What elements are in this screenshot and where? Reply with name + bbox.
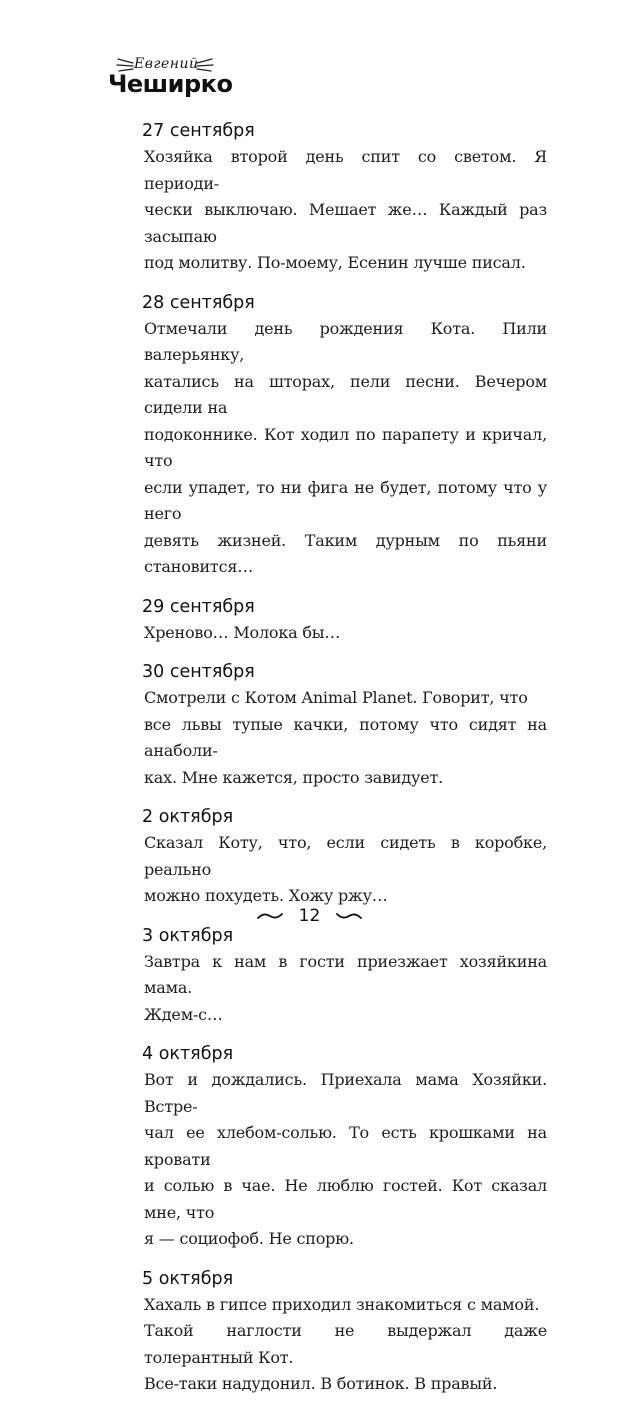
- entry-text: [144, 316, 547, 581]
- diary-entry: [144, 290, 547, 581]
- text-line: ках. Мне кажется, просто завидует.: [144, 767, 444, 787]
- author-last-name: Чеширко: [108, 70, 233, 98]
- diary-entry: [144, 804, 547, 910]
- text-line: Завтра к нам в гости приезжает хозяйкина мама.: [144, 951, 547, 997]
- entry-text: [144, 620, 547, 647]
- text-line: если упадет, то ни фига не будет, потому что у него: [144, 477, 547, 523]
- text-line: Отмечали день рождения Кота. Пили валерьянку,: [144, 318, 547, 364]
- text-line: Сказал Коту, что, если сидеть в коробке, реально: [144, 833, 547, 879]
- tilde-right-icon: [336, 911, 362, 921]
- text-line: Хреново… Молока бы…: [144, 622, 341, 642]
- entry-date: 2 октября: [142, 807, 234, 827]
- text-line: можно похудеть. Хожу ржу…: [144, 886, 388, 905]
- text-line: чал ее хлебом-солью. То есть крошками на кровати: [144, 1123, 547, 1169]
- text-line: Хахаль в гипсе приходил знакомиться с мамой.: [144, 1294, 540, 1314]
- text-line: подоконнике. Кот ходил по парапету и кричал, что: [144, 424, 547, 470]
- author-first-name: Евгений: [134, 56, 199, 72]
- author-logo: [108, 56, 233, 106]
- page-number-footer: [0, 906, 619, 926]
- text-line: чески выключаю. Мешает же… Каждый раз засыпаю: [144, 200, 547, 246]
- entry-date: 3 октября: [142, 925, 234, 946]
- entry-date: 30 сентября: [142, 662, 255, 682]
- entry-text: [144, 949, 547, 1029]
- entry-date: 29 сентября: [142, 596, 255, 617]
- text-line: под молитву. По-моему, Есенин лучше писал.: [144, 253, 526, 272]
- diary-entry: [144, 118, 547, 277]
- diary-entry: [144, 594, 547, 647]
- diary-entry: [144, 659, 547, 791]
- text-line: Ждем-с…: [144, 1004, 223, 1024]
- diary-entry: [144, 1266, 547, 1398]
- text-line: девять жизней. Таким дурным по пьяни становится…: [144, 530, 547, 576]
- diary-entry: [144, 1041, 547, 1253]
- entry-date: 27 сентября: [142, 121, 255, 141]
- diary-content: [144, 118, 547, 1411]
- text-line: Смотрели с Котом Animal Planet. Говорит, что: [144, 688, 528, 707]
- entry-date: 4 октября: [142, 1044, 234, 1064]
- tilde-left-icon: [257, 911, 283, 921]
- entry-text: [144, 1292, 547, 1398]
- entry-date: 28 сентября: [142, 292, 255, 313]
- text-line: все львы тупые качки, потому что сидят на анаболи-: [144, 714, 547, 760]
- entry-text: [144, 830, 547, 910]
- entry-text: [144, 144, 547, 277]
- text-line: Такой наглости не выдержал даже толерантный Кот.: [144, 1321, 547, 1367]
- entry-text: [144, 1067, 547, 1253]
- diary-entry: [144, 923, 547, 1029]
- entry-date: 5 октября: [142, 1268, 234, 1289]
- text-line: Хозяйка второй день спит со светом. Я периоди-: [144, 147, 547, 193]
- text-line: и солью в чае. Не люблю гостей. Кот сказал мне, что: [144, 1176, 547, 1222]
- text-line: Вот и дождались. Приехала мама Хозяйки. Встре-: [144, 1070, 547, 1116]
- entry-text: [144, 685, 547, 791]
- text-line: Все-таки надудонил. В ботинок. В правый.: [144, 1374, 498, 1393]
- text-line: я — социофоб. Не спорю.: [144, 1229, 354, 1248]
- page-number: 12: [298, 906, 321, 926]
- text-line: катались на шторах, пели песни. Вечером сидели на: [144, 371, 547, 417]
